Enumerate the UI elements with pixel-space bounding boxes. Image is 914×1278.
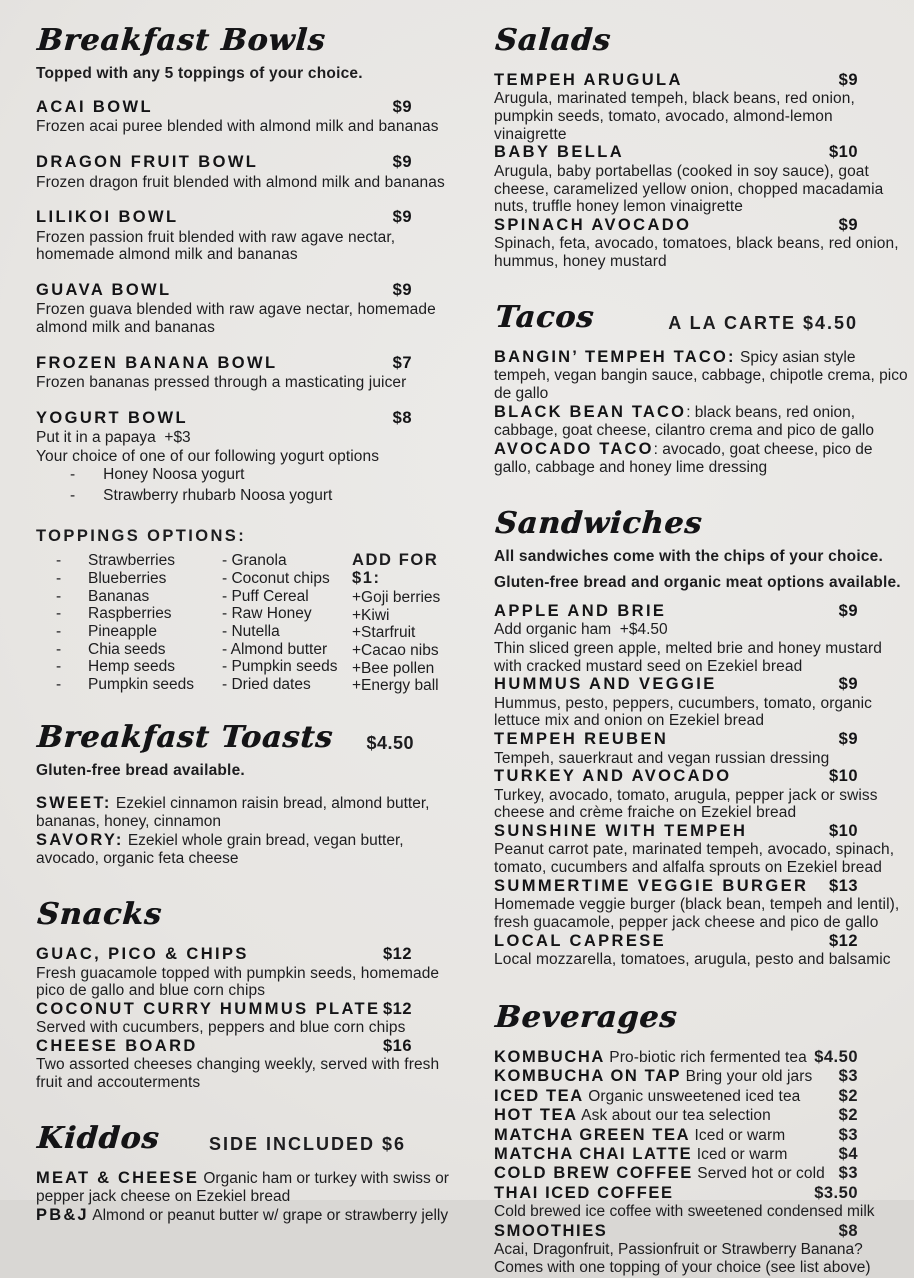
topping-label: Blueberries: [88, 569, 167, 587]
item-price: $9: [838, 71, 858, 89]
item-name: APPLE AND BRIE: [494, 601, 667, 620]
item-name: YOGURT BOWL: [36, 408, 188, 427]
item-price: $10: [828, 767, 858, 786]
item-price: $9: [838, 730, 858, 749]
topping-label: Raspberries: [88, 605, 172, 623]
dash-marker: -: [56, 587, 62, 605]
item-desc: Almond or peanut butter w/ grape or strawberry jelly: [88, 1206, 449, 1224]
beverage-smoothies: [494, 1222, 908, 1241]
item-name: DRAGON FRUIT BOWL: [36, 153, 259, 172]
beverage-matcha-chai-latte: [494, 1145, 908, 1164]
sandwiches-note-glutenfree: Gluten-free bread and organic meat options available.: [494, 573, 901, 591]
item-name: FROZEN BANANA BOWL: [36, 353, 278, 372]
menu-item-acai-bowl: [36, 97, 460, 136]
topping: - Raw Honey: [222, 605, 312, 623]
item-desc: : avocado, goat cheese, pico de gallo, cabbage and honey lime dressing: [494, 440, 873, 476]
item-desc: Arugula, baby portabellas (cooked in soy sauce), goat cheese, caramelized yellow onion, chopped macadamia nuts, truffle honey lemon vinaigrette: [494, 162, 884, 216]
menu-item-pbj: [36, 1206, 460, 1225]
item-desc: Spicy asian style tempeh, vegan bangin sauce, cabbage, chipotle crema, pico de gallo: [494, 348, 908, 402]
item-price: $9: [838, 601, 858, 620]
toppings-column-2: [222, 552, 352, 695]
topping-label: Hemp seeds: [88, 658, 176, 676]
breakfast-bowls-note: Topped with any 5 toppings of your choice.: [36, 65, 363, 82]
menu-item-coconut-curry-hummus: [36, 1000, 460, 1037]
menu-column-right: [494, 24, 908, 1278]
menu-item-sunshine-with-tempeh: [494, 822, 908, 877]
toppings-options-block: [36, 527, 460, 695]
item-name: SUMMERTIME VEGGIE BURGER: [494, 876, 809, 895]
item-desc: Organic ham or turkey with swiss or pepper jack cheese on Ezekiel bread: [36, 1169, 449, 1205]
yogurt-papaya-note: Put it in a papaya +$3: [36, 429, 191, 447]
topping-label: Strawberries: [88, 552, 175, 570]
item-desc: Frozen passion fruit blended with raw agave nectar, homemade almond milk and bananas: [36, 228, 396, 264]
yogurt-option: [36, 465, 460, 486]
topping: [36, 623, 222, 641]
item-name: AVOCADO TACO: [494, 439, 654, 458]
section-breakfast-toasts: [36, 721, 460, 868]
tacos-a-la-carte: A LA CARTE $4.50: [668, 312, 858, 333]
beverage-iced-tea: [494, 1087, 908, 1106]
item-desc: Served hot or cold: [692, 1165, 825, 1183]
yogurt-option: [36, 486, 460, 507]
menu-item-summertime-veggie-burger: [494, 877, 908, 932]
topping-label: Pumpkin seeds: [88, 675, 194, 693]
item-price: $4.50: [814, 1047, 858, 1066]
beverage-matcha-green-tea: [494, 1126, 908, 1145]
menu-item-spinach-avocado: [494, 216, 908, 271]
item-name: GUAVA BOWL: [36, 280, 172, 299]
item-price: $2: [838, 1106, 858, 1125]
item-desc: Iced or warm: [690, 1126, 786, 1144]
section-price: $4.50: [366, 732, 414, 753]
item-desc: Iced or warm: [692, 1146, 788, 1163]
toppings-column-addons: [352, 552, 460, 695]
section-breakfast-bowls: [36, 24, 460, 695]
item-desc: Turkey, avocado, tomato, arugula, pepper jack or swiss cheese and crème fraiche on Ezekiel bread: [494, 786, 878, 822]
sandwiches-note-chips: All sandwiches come with the chips of your choice.: [494, 547, 883, 565]
item-price: $9: [392, 208, 412, 227]
section-snacks: [36, 898, 460, 1092]
item-name: BLACK BEAN TACO: [494, 402, 687, 421]
yogurt-option-label: Honey Noosa yogurt: [103, 466, 245, 484]
item-name: THAI ICED COFFEE: [494, 1183, 674, 1202]
item-desc: : black beans, red onion, cabbage, goat cheese, cilantro crema and pico de gallo: [494, 403, 874, 439]
topping: [36, 641, 222, 659]
section-sandwiches: [494, 507, 908, 969]
item-desc: Frozen dragon fruit blended with almond milk and bananas: [36, 173, 445, 191]
topping-label: Pineapple: [88, 622, 157, 640]
item-desc: Homemade veggie burger (black bean, tempeh and lentil), fresh guacamole, pepper jack cheese and pico de gallo: [494, 896, 900, 931]
section-kiddos: [36, 1122, 460, 1225]
addon-topping: +Goji berries: [352, 588, 441, 606]
item-name: ACAI BOWL: [36, 98, 153, 116]
dash-marker: -: [56, 640, 62, 658]
section-title-breakfast-bowls: Breakfast Bowls: [35, 23, 327, 58]
yogurt-options-intro: Your choice of one of our following yogurt options: [36, 447, 380, 465]
item-price: $10: [828, 143, 858, 162]
menu-item-tempeh-arugula: [494, 71, 908, 143]
dash-marker: -: [56, 622, 62, 640]
item-desc: Thin sliced green apple, melted brie and honey mustard with cracked mustard seed on Ezekiel bread: [494, 639, 882, 675]
item-price: $13: [828, 876, 858, 895]
menu-item-guava-bowl: [36, 280, 460, 337]
menu-item-dragon-fruit-bowl: [36, 152, 460, 191]
item-desc: Tempeh, sauerkraut and vegan russian dressing: [494, 749, 830, 767]
item-desc: Fresh guacamole topped with pumpkin seeds, homemade pico de gallo and blue corn chips: [36, 964, 440, 1000]
item-name: LILIKOI BOWL: [36, 208, 179, 227]
item-name: TURKEY AND AVOCADO: [494, 767, 732, 786]
item-name: HUMMUS AND VEGGIE: [494, 675, 717, 694]
beverage-hot-tea: [494, 1106, 908, 1125]
item-price: $10: [828, 821, 858, 840]
topping: - Granola: [222, 552, 287, 570]
section-title-snacks: Snacks: [35, 897, 164, 933]
menu-item-hummus-and-veggie: [494, 675, 908, 730]
item-desc: Two assorted cheeses changing weekly, served with fresh fruit and accouterments: [36, 1056, 440, 1092]
menu-item-yogurt-bowl: [36, 408, 460, 508]
dash-marker: -: [56, 658, 62, 676]
item-name: MATCHA CHAI LATTE: [494, 1145, 693, 1163]
item-name: PB&J: [36, 1205, 89, 1224]
item-desc: Frozen acai puree blended with almond milk and bananas: [36, 118, 439, 136]
item-name: ICED TEA: [494, 1086, 584, 1105]
item-name: KOMBUCHA ON TAP: [494, 1067, 682, 1086]
beverage-kombucha: [494, 1048, 908, 1067]
item-price: $12: [828, 931, 858, 950]
item-name: LOCAL CAPRESE: [494, 931, 667, 950]
addons-heading: ADD FOR $1:: [352, 551, 439, 587]
item-price: $9: [838, 675, 858, 694]
item-desc: Served with cucumbers, peppers and blue corn chips: [36, 1019, 406, 1037]
item-desc: Local mozzarella, tomatoes, arugula, pesto and balsamic: [494, 951, 891, 968]
dash-marker: -: [56, 605, 62, 623]
section-title-sandwiches: Sandwiches: [493, 505, 704, 541]
dash-marker: -: [56, 675, 62, 693]
dash-marker: -: [56, 552, 62, 570]
item-price: $9: [392, 153, 412, 172]
item-name: TEMPEH ARUGULA: [494, 71, 683, 89]
item-price: $12: [382, 945, 412, 964]
dash-marker: -: [70, 487, 76, 505]
section-title-breakfast-toasts: Breakfast Toasts: [35, 719, 335, 755]
item-price: $2: [838, 1086, 858, 1105]
item-desc: Bring your old jars: [681, 1068, 813, 1086]
item-desc: Organic unsweetened iced tea: [583, 1087, 801, 1105]
menu-item-frozen-banana-bowl: [36, 353, 460, 392]
menu-item-lilikoi-bowl: [36, 207, 460, 264]
menu-item-avocado-taco: [494, 440, 908, 477]
beverage-thai-iced-coffee: [494, 1184, 908, 1203]
item-price: $9: [392, 98, 412, 116]
item-name: HOT TEA: [494, 1106, 578, 1125]
topping: [36, 605, 222, 623]
item-price: $3: [838, 1125, 858, 1144]
menu-item-meat-cheese: [36, 1169, 460, 1206]
topping: [36, 676, 222, 694]
smoothies-desc: Acai, Dragonfruit, Passionfruit or Strawberry Banana? Comes with one topping of your choice (see list above): [494, 1241, 871, 1277]
section-title-beverages: Beverages: [493, 999, 679, 1035]
section-title-salads: Salads: [493, 23, 613, 58]
section-beverages: [494, 1001, 908, 1278]
thai-iced-coffee-desc: Cold brewed ice coffee with sweetened condensed milk: [494, 1203, 875, 1221]
item-name: CHEESE BOARD: [36, 1036, 198, 1055]
item-name: KOMBUCHA: [494, 1047, 605, 1066]
item-price: $12: [382, 999, 412, 1018]
item-name: GUAC, PICO & CHIPS: [36, 945, 249, 964]
section-tacos: [494, 301, 908, 477]
addon-topping: +Bee pollen: [352, 659, 435, 677]
item-name: MEAT & CHEESE: [36, 1168, 200, 1187]
item-desc: Hummus, pesto, peppers, cucumbers, tomato, organic lettuce mix and onion on Ezekiel bread: [494, 694, 873, 730]
item-subnote: Add organic ham +$4.50: [494, 621, 668, 639]
item-price: $4: [838, 1145, 858, 1163]
item-price: $3: [838, 1164, 858, 1183]
item-name: COCONUT CURRY HUMMUS PLATE: [36, 999, 381, 1018]
item-name: SPINACH AVOCADO: [494, 215, 692, 234]
topping: - Coconut chips: [222, 569, 330, 587]
menu-item-apple-and-brie: [494, 602, 908, 675]
item-price: $7: [392, 353, 412, 372]
item-name: MATCHA GREEN TEA: [494, 1125, 691, 1144]
topping: - Almond butter: [222, 640, 328, 658]
menu-item-turkey-and-avocado: [494, 767, 908, 822]
item-price: $3.50: [814, 1183, 858, 1202]
topping-label: Bananas: [88, 587, 150, 605]
item-desc: Peanut carrot pate, marinated tempeh, avocado, spinach, tomato, cucumbers and alfalfa sprouts on Ezekiel bread: [494, 841, 895, 877]
item-price: $8: [838, 1221, 858, 1240]
topping: - Dried dates: [222, 675, 311, 693]
item-price: $8: [392, 408, 412, 427]
item-desc: Ezekiel cinnamon raisin bread, almond butter, bananas, honey, cinnamon: [36, 794, 430, 830]
item-name: SWEET:: [36, 793, 112, 812]
item-desc: Frozen guava blended with raw agave nectar, homemade almond milk and bananas: [36, 301, 436, 337]
topping: - Nutella: [222, 622, 280, 640]
item-desc: Ask about our tea selection: [577, 1107, 771, 1125]
addon-topping: +Energy ball: [352, 677, 439, 695]
item-name: SAVORY:: [36, 830, 124, 849]
topping: [36, 552, 222, 570]
menu-item-guac-pico-chips: [36, 945, 460, 1000]
item-name: TEMPEH REUBEN: [494, 730, 669, 749]
item-desc: Frozen bananas pressed through a masticating juicer: [36, 374, 407, 392]
item-price: $9: [838, 215, 858, 234]
topping-label: Chia seeds: [88, 640, 166, 658]
yogurt-option-label: Strawberry rhubarb Noosa yogurt: [103, 487, 333, 505]
menu-item-local-caprese: [494, 932, 908, 969]
addon-topping: +Starfruit: [352, 624, 416, 642]
item-price: $3: [838, 1067, 858, 1086]
dash-marker: -: [70, 466, 76, 484]
item-desc: Ezekiel whole grain bread, vegan butter, avocado, organic feta cheese: [36, 831, 404, 868]
addon-topping: +Cacao nibs: [352, 641, 439, 659]
item-price: $9: [392, 280, 412, 299]
item-name: BANGIN’ TEMPEH TACO:: [494, 347, 736, 366]
kiddos-side-note: SIDE INCLUDED $6: [208, 1133, 406, 1154]
menu-item-baby-bella: [494, 143, 908, 215]
topping: - Puff Cereal: [222, 587, 309, 605]
topping: [36, 588, 222, 606]
menu-item-sweet-toast: [36, 794, 460, 831]
beverage-kombucha-on-tap: [494, 1067, 908, 1086]
item-desc: Arugula, marinated tempeh, black beans, red onion, pumpkin seeds, tomato, avocado, almond-lemon vinaigrette: [494, 90, 855, 143]
menu-item-cheese-board: [36, 1037, 460, 1092]
item-name: COLD BREW COFFEE: [494, 1164, 693, 1183]
item-name: SMOOTHIES: [494, 1221, 608, 1240]
section-title-kiddos: Kiddos: [35, 1120, 161, 1156]
item-name: BABY BELLA: [494, 143, 625, 162]
addon-topping: +Kiwi: [352, 606, 390, 624]
item-price: $16: [382, 1036, 412, 1055]
section-salads: [494, 24, 908, 271]
beverage-cold-brew-coffee: [494, 1164, 908, 1183]
section-title-tacos: Tacos: [493, 299, 596, 335]
topping: [36, 570, 222, 588]
topping: [36, 658, 222, 676]
toppings-column-1: [36, 552, 222, 695]
topping: - Pumpkin seeds: [222, 658, 338, 676]
menu-item-tempeh-reuben: [494, 730, 908, 767]
item-desc: Spinach, feta, avocado, tomatoes, black beans, red onion, hummus, honey mustard: [494, 235, 899, 270]
menu-column-left: [36, 24, 460, 1278]
toasts-note: Gluten-free bread available.: [36, 761, 245, 779]
toppings-heading: TOPPINGS OPTIONS:: [36, 527, 247, 546]
dash-marker: -: [56, 569, 62, 587]
menu-item-bangin-tempeh-taco: [494, 348, 908, 403]
menu-item-savory-toast: [36, 831, 460, 868]
menu-item-black-bean-taco: [494, 403, 908, 440]
item-desc: Pro-biotic rich fermented tea: [604, 1048, 807, 1066]
item-name: SUNSHINE WITH TEMPEH: [494, 821, 748, 840]
